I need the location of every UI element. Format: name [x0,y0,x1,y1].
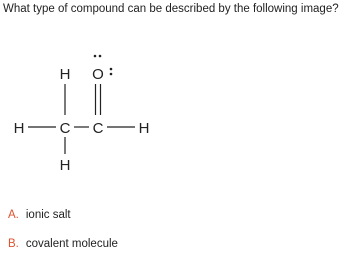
option-letter: B. [8,238,19,250]
answer-option-a[interactable] [8,209,71,221]
option-letter: A. [8,209,19,221]
option-label: covalent molecule [25,238,118,250]
atom-h-top: H [59,66,71,83]
atom-h-bottom: H [59,157,71,174]
atom-h-right: H [138,120,150,137]
atom-oxygen: O [92,66,104,83]
atom-carbon-2: C [92,120,104,137]
option-label: ionic salt [25,209,71,221]
answer-option-b[interactable] [8,238,118,250]
oxygen-lone-pair-top [94,55,102,58]
structural-formula-image [10,24,180,184]
molecule-diagram [10,24,180,184]
atom-carbon-1: C [59,120,71,137]
oxygen-lone-pair-right [110,68,113,76]
question-text: What type of compound can be described by the following image? [3,3,339,15]
atom-h-left: H [13,120,25,137]
